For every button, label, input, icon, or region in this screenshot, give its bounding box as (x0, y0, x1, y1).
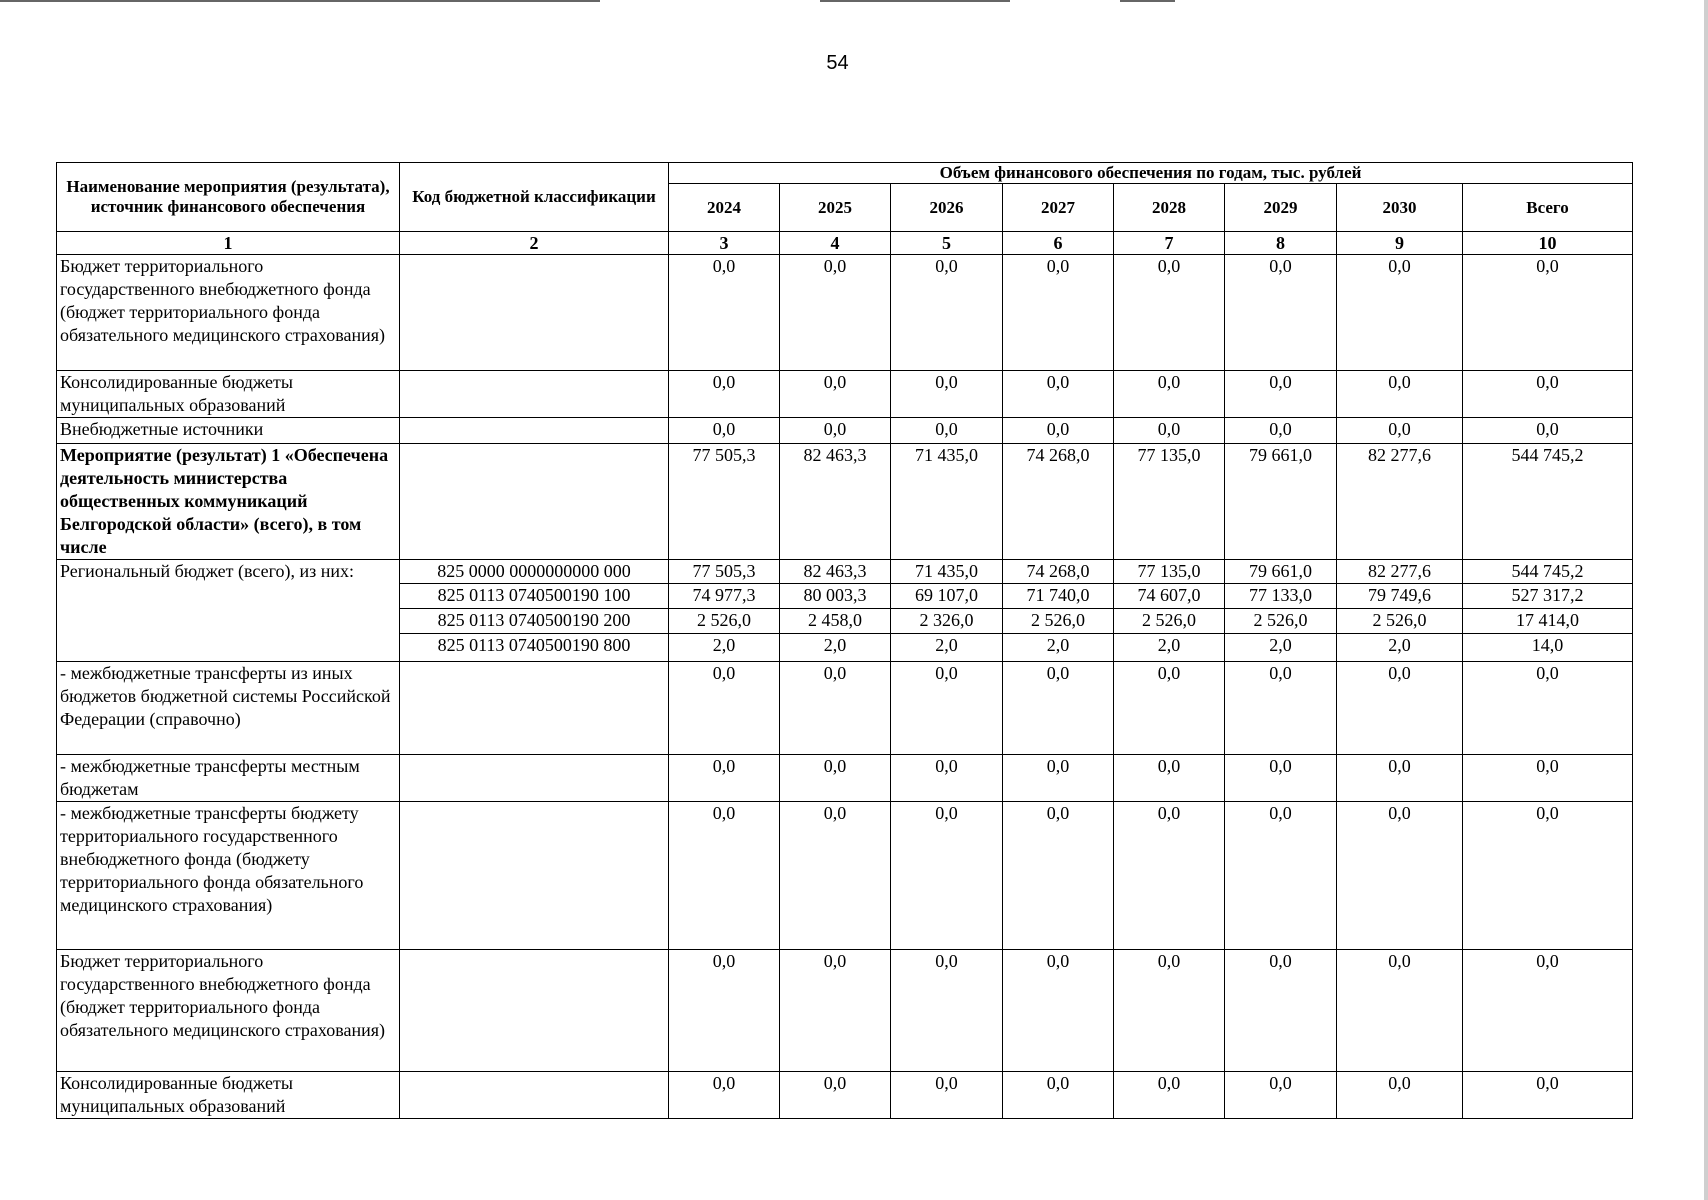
column-number: 8 (1225, 232, 1337, 255)
row-value: 0,0 (1003, 802, 1114, 950)
row-value: 0,0 (1225, 755, 1337, 802)
row-value: 0,0 (1003, 950, 1114, 1072)
row-value: 77 135,0 (1114, 444, 1225, 560)
row-value: 0,0 (891, 802, 1003, 950)
row-total: 14,0 (1463, 634, 1633, 662)
column-number: 5 (891, 232, 1003, 255)
header-year: 2026 (891, 184, 1003, 232)
row-value: 0,0 (780, 802, 891, 950)
row-value: 0,0 (891, 950, 1003, 1072)
scan-edge-right (1704, 0, 1708, 1200)
row-value: 0,0 (1003, 371, 1114, 418)
row-value: 77 133,0 (1225, 584, 1337, 609)
row-value: 82 277,6 (1337, 444, 1463, 560)
row-code: 825 0113 0740500190 100 (400, 584, 669, 609)
page-number: 54 (826, 52, 849, 74)
row-value: 0,0 (891, 755, 1003, 802)
row-value: 0,0 (891, 255, 1003, 371)
row-value: 0,0 (1114, 755, 1225, 802)
row-value: 74 977,3 (669, 584, 780, 609)
table-row (57, 255, 1633, 371)
row-value: 0,0 (669, 950, 780, 1072)
row-value: 2,0 (891, 634, 1003, 662)
row-value: 0,0 (1337, 950, 1463, 1072)
row-total: 0,0 (1463, 950, 1633, 1072)
row-name: - межбюджетные трансферты бюджету территориального государственного внебюджетного фонда (бюджету территориального фонда обязательного медицинского страхования) (57, 802, 400, 950)
row-value: 2,0 (780, 634, 891, 662)
row-value: 0,0 (1225, 802, 1337, 950)
row-value: 0,0 (891, 662, 1003, 755)
row-code (400, 802, 669, 950)
row-value: 79 661,0 (1225, 560, 1337, 584)
row-value: 0,0 (780, 950, 891, 1072)
row-code (400, 371, 669, 418)
row-value: 0,0 (1225, 418, 1337, 444)
row-value: 79 749,6 (1337, 584, 1463, 609)
row-value: 0,0 (1114, 662, 1225, 755)
row-value: 2,0 (1337, 634, 1463, 662)
row-code: 825 0113 0740500190 200 (400, 609, 669, 634)
row-total: 17 414,0 (1463, 609, 1633, 634)
row-value: 71 435,0 (891, 560, 1003, 584)
row-value: 0,0 (669, 418, 780, 444)
column-number: 2 (400, 232, 669, 255)
row-name: - межбюджетные трансферты местным бюджетам (57, 755, 400, 802)
row-value: 0,0 (1114, 418, 1225, 444)
row-value: 71 740,0 (1003, 584, 1114, 609)
row-value: 0,0 (891, 1072, 1003, 1119)
row-total: 544 745,2 (1463, 560, 1633, 584)
row-value: 71 435,0 (891, 444, 1003, 560)
row-name: Мероприятие (результат) 1 «Обеспечена деятельность министерства общественных коммуникаций Белгородской области» (всего), в том числе (57, 444, 400, 560)
row-value: 69 107,0 (891, 584, 1003, 609)
row-value: 0,0 (1225, 371, 1337, 418)
row-value: 0,0 (1337, 755, 1463, 802)
table-row (57, 444, 1633, 560)
row-total: 0,0 (1463, 662, 1633, 755)
column-number: 6 (1003, 232, 1114, 255)
column-number: 10 (1463, 232, 1633, 255)
row-value: 74 268,0 (1003, 560, 1114, 584)
row-value: 0,0 (891, 371, 1003, 418)
row-value: 0,0 (1225, 950, 1337, 1072)
column-number: 7 (1114, 232, 1225, 255)
row-value: 0,0 (1003, 755, 1114, 802)
row-value: 2 326,0 (891, 609, 1003, 634)
row-value: 0,0 (669, 1072, 780, 1119)
table-row (57, 371, 1633, 418)
row-value: 0,0 (780, 418, 891, 444)
row-code (400, 1072, 669, 1119)
row-total: 0,0 (1463, 802, 1633, 950)
row-value: 0,0 (1114, 255, 1225, 371)
row-value: 77 505,3 (669, 560, 780, 584)
header-year: 2025 (780, 184, 891, 232)
row-code: 825 0000 0000000000 000 (400, 560, 669, 584)
row-name: Региональный бюджет (всего), из них: (57, 560, 400, 662)
row-value: 77 135,0 (1114, 560, 1225, 584)
column-number: 9 (1337, 232, 1463, 255)
row-code (400, 418, 669, 444)
row-value: 0,0 (780, 755, 891, 802)
header-year: 2030 (1337, 184, 1463, 232)
row-value: 0,0 (1337, 802, 1463, 950)
row-value: 0,0 (1003, 255, 1114, 371)
row-value: 2 526,0 (1114, 609, 1225, 634)
row-value: 0,0 (891, 418, 1003, 444)
header-year: 2028 (1114, 184, 1225, 232)
row-value: 0,0 (1114, 950, 1225, 1072)
column-number: 4 (780, 232, 891, 255)
table-row (57, 560, 1633, 584)
row-name: Бюджет территориального государственного внебюджетного фонда (бюджет территориального фонда обязательного медицинского страхования) (57, 950, 400, 1072)
column-number: 3 (669, 232, 780, 255)
row-value: 82 277,6 (1337, 560, 1463, 584)
row-value: 0,0 (1003, 418, 1114, 444)
row-value: 79 661,0 (1225, 444, 1337, 560)
row-value: 0,0 (669, 371, 780, 418)
row-code: 825 0113 0740500190 800 (400, 634, 669, 662)
row-total: 0,0 (1463, 418, 1633, 444)
row-value: 2,0 (1225, 634, 1337, 662)
row-total: 544 745,2 (1463, 444, 1633, 560)
row-value: 2 458,0 (780, 609, 891, 634)
table-row (57, 1072, 1633, 1119)
row-total: 0,0 (1463, 755, 1633, 802)
row-total: 0,0 (1463, 371, 1633, 418)
row-name: Бюджет территориального государственного внебюджетного фонда (бюджет территориального фонда обязательного медицинского страхования) (57, 255, 400, 371)
row-value: 74 607,0 (1114, 584, 1225, 609)
row-value: 0,0 (780, 371, 891, 418)
header-total: Всего (1463, 184, 1633, 232)
row-value: 0,0 (1003, 662, 1114, 755)
column-number: 1 (57, 232, 400, 255)
row-value: 0,0 (780, 1072, 891, 1119)
column-number-row (57, 232, 1633, 255)
header-year: 2024 (669, 184, 780, 232)
row-value: 0,0 (1337, 255, 1463, 371)
row-value: 0,0 (1337, 1072, 1463, 1119)
table-row (57, 802, 1633, 950)
table-body (57, 255, 1633, 1119)
row-value: 82 463,3 (780, 560, 891, 584)
row-value: 0,0 (1114, 802, 1225, 950)
row-value: 2 526,0 (1225, 609, 1337, 634)
scan-edge-top (0, 0, 1708, 3)
row-name: Внебюджетные источники (57, 418, 400, 444)
row-value: 0,0 (780, 662, 891, 755)
row-code (400, 755, 669, 802)
header-funding-group: Объем финансового обеспечения по годам, тыс. рублей (669, 163, 1633, 184)
row-code (400, 662, 669, 755)
row-value: 0,0 (669, 662, 780, 755)
table-row (57, 755, 1633, 802)
header-year: 2029 (1225, 184, 1337, 232)
row-name: Консолидированные бюджеты муниципальных образований (57, 371, 400, 418)
table-header (57, 163, 1633, 255)
row-value: 0,0 (1003, 1072, 1114, 1119)
row-value: 0,0 (1337, 418, 1463, 444)
row-total: 527 317,2 (1463, 584, 1633, 609)
row-value: 0,0 (1114, 371, 1225, 418)
row-value: 0,0 (1337, 371, 1463, 418)
row-value: 0,0 (780, 255, 891, 371)
header-year: 2027 (1003, 184, 1114, 232)
table-row (57, 418, 1633, 444)
row-name: - межбюджетные трансферты из иных бюджетов бюджетной системы Российской Федерации (справочно) (57, 662, 400, 755)
row-value: 0,0 (669, 802, 780, 950)
row-value: 2 526,0 (669, 609, 780, 634)
row-value: 80 003,3 (780, 584, 891, 609)
header-code-column: Код бюджетной классификации (400, 163, 669, 232)
row-code (400, 444, 669, 560)
row-value: 0,0 (669, 755, 780, 802)
row-value: 0,0 (1225, 662, 1337, 755)
table-row (57, 950, 1633, 1072)
row-value: 77 505,3 (669, 444, 780, 560)
row-code (400, 255, 669, 371)
row-name: Консолидированные бюджеты муниципальных образований (57, 1072, 400, 1119)
row-value: 2,0 (1114, 634, 1225, 662)
row-code (400, 950, 669, 1072)
row-value: 2,0 (669, 634, 780, 662)
row-value: 2,0 (1003, 634, 1114, 662)
row-value: 2 526,0 (1337, 609, 1463, 634)
row-value: 0,0 (669, 255, 780, 371)
row-value: 0,0 (1225, 1072, 1337, 1119)
row-value: 82 463,3 (780, 444, 891, 560)
row-total: 0,0 (1463, 1072, 1633, 1119)
header-name-column: Наименование мероприятия (результата), источник финансового обеспечения (57, 163, 400, 232)
table-row (57, 662, 1633, 755)
row-value: 0,0 (1225, 255, 1337, 371)
row-value: 0,0 (1337, 662, 1463, 755)
financing-table (56, 162, 1633, 1119)
row-value: 0,0 (1114, 1072, 1225, 1119)
row-total: 0,0 (1463, 255, 1633, 371)
row-value: 2 526,0 (1003, 609, 1114, 634)
row-value: 74 268,0 (1003, 444, 1114, 560)
